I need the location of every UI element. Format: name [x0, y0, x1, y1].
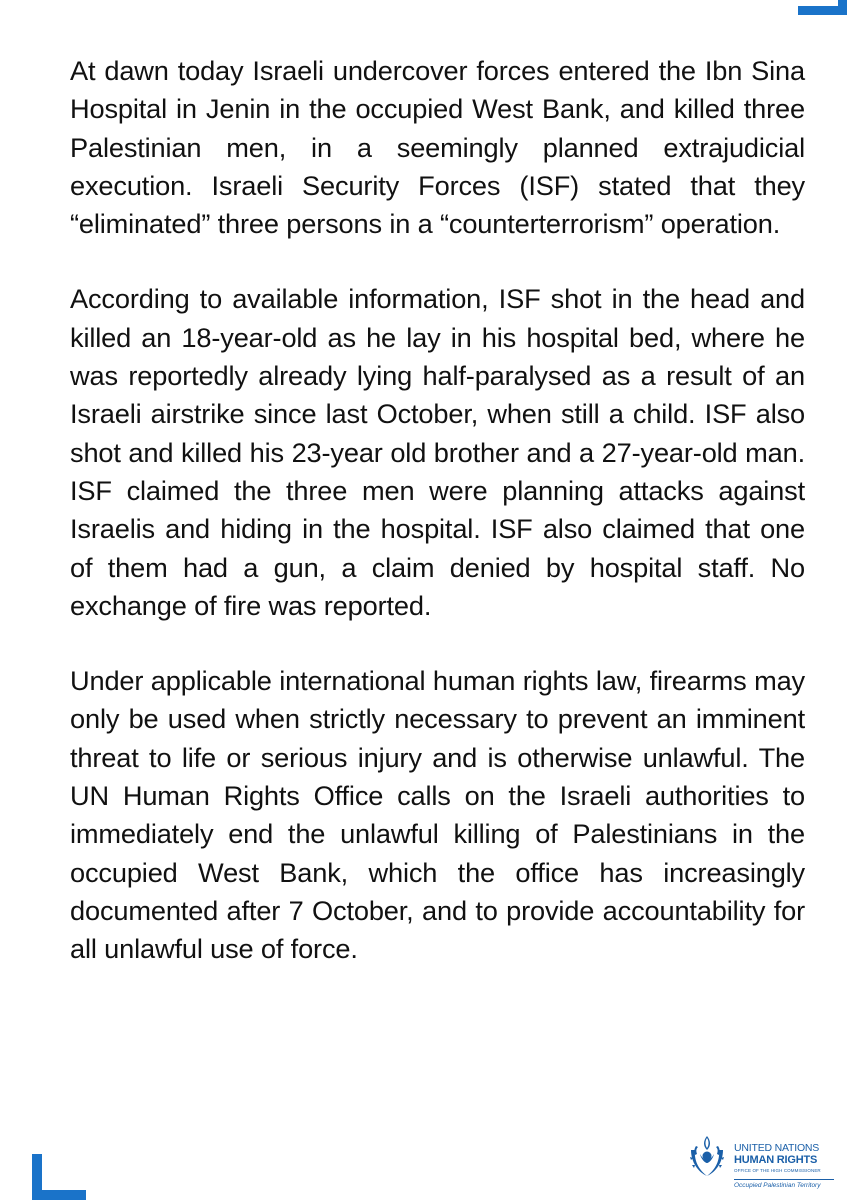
un-human-rights-logo — [686, 1132, 846, 1200]
top-right-corner-bracket — [798, 0, 847, 15]
logo-text-territory: Occupied Palestinian Territory — [734, 1182, 821, 1189]
paragraph-1: At dawn today Israeli undercover forces entered the Ibn Sina Hospital in Jenin in the occupied West Bank, and killed three Palestinian men, in a seemingly planned extrajudicial execution. Israeli Security Forces (ISF) stated that they “eliminated” three persons in a “counterterrorism” operation. — [70, 55, 805, 240]
bottom-left-corner-bracket — [32, 1154, 86, 1200]
paragraph-2: According to available information, ISF shot in the head and killed an 18-year-old as he lay in his hospital bed, where he was reportedly already lying half-paralysed as a result of an Israeli airstrike since last October, when still a child. ISF also shot and killed his 23-year old brother and a 27-year-old man. ISF claimed the three men were planning attacks against Israelis and hiding in the hospital. ISF also claimed that one of them had a gun, a claim denied by hospital staff. No exchange of fire was reported. — [70, 283, 805, 621]
statement-body — [70, 52, 805, 1006]
paragraph-3: Under applicable international human rights law, firearms may only be used when strictly necessary to prevent an imminent threat to life or serious injury and is otherwise unlawful. The UN Human Rights Office calls on the Israeli authorities to immediately end the unlawful killing of Palestinians in the occupied West Bank, which the office has increasingly documented after 7 October, and to provide accountability for all unlawful use of force. — [70, 665, 805, 965]
logo-divider — [734, 1179, 834, 1180]
logo-text-human-rights: HUMAN RIGHTS — [734, 1154, 818, 1166]
logo-text-united-nations: UNITED NATIONS — [734, 1142, 820, 1154]
un-human-rights-emblem-icon — [686, 1132, 728, 1180]
logo-text-office: OFFICE OF THE HIGH COMMISSIONER — [734, 1168, 821, 1173]
